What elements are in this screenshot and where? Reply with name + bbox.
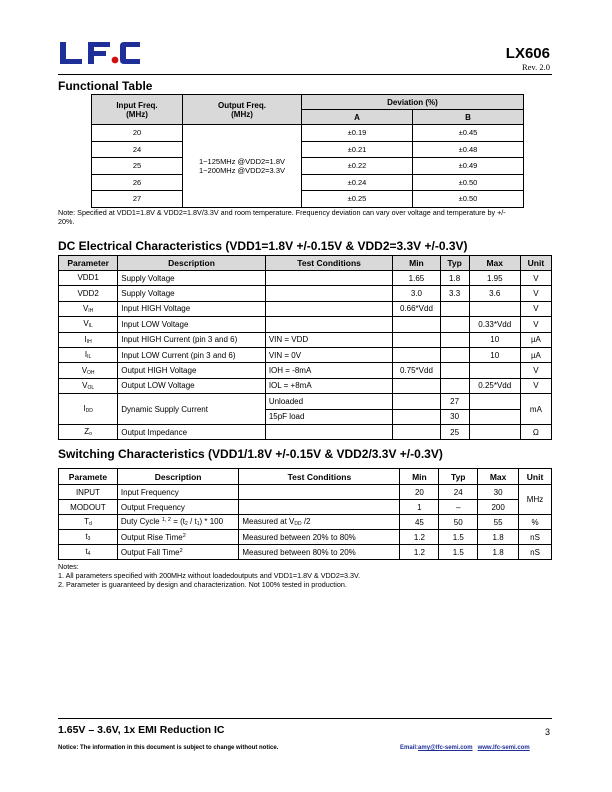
deviation-a-header: A [302,110,413,125]
footer-divider [58,718,552,719]
table-row: $I_{IL}$ Input LOW Current (pin 3 and 6) VIN = 0V 10 µA [59,347,552,362]
output-freq-header: Output Freq. (MHz) [183,95,302,125]
table-row: MODOUT Output Frequency 1 – 200 [59,500,552,515]
header-divider [58,74,552,75]
table-row: VDD2 Supply Voltage 3.0 3.3 3.6 V [59,286,552,301]
functional-table [91,94,524,208]
part-number: LX606 [505,45,550,62]
footer-contact: Email:amy@lfc-semi.com www.lfc-semi.com [400,745,530,751]
deviation-b-header: B [412,110,523,125]
email-link[interactable]: amy@lfc-semi.com [418,745,473,751]
table-row: 27 ±0.25 ±0.50 [92,191,524,208]
table-row: 25 ±0.22 ±0.49 [92,158,524,175]
input-freq-header: Input Freq. (MHz) [92,95,183,125]
deviation-header: Deviation (%) [302,95,524,110]
table-row: $V_{IH}$ Input HIGH Voltage 0.66*Vdd V [59,301,552,316]
switching-characteristics-table: Paramete Description Test Conditions Min Typ Max Unit INPUT Input Frequency 20 24 30 MHz MODOUT Output Frequency 1 – 200 $T_d$ Duty Cycle $^{1, 2} = (t_2 / t_1) * 100$ Measured at $V_{DD}$ /2 45 50 55 % $t_3$ Output Rise Time$^2$ Measured between 20% to 80% 1.2 1.5 1.8 nS $t_4$ Output Fall Time$^2$ Measured between 80% to 20% 1.2 1.5 1.8 nS [58,468,552,560]
lfc-logo [58,40,142,66]
table-row: $V_{OH}$ Output HIGH Voltage IOH = -8mA 0.75*Vdd V [59,363,552,378]
table-row: VDD1 Supply Voltage 1.65 1.8 1.95 V [59,271,552,286]
table-row: $V_{OL}$ Output LOW Voltage IOL = +8mA 0.25*Vdd V [59,378,552,393]
dc-table-title: DC Electrical Characteristics (VDD1=1.8V +/-0.15V & VDD2=3.3V +/-0.3V) [58,239,468,253]
table-row: 15pF load 30 [59,409,552,424]
switching-notes: Notes: 1. All parameters specified with 200MHz without loadedoutputs and VDD1=1.8V & VDD2=3.3V. 2. Parameter is guaranteed by design and characterization. Not 100% tested in production. [58,562,361,589]
table-row: $V_{IL}$ Input LOW Voltage 0.33*Vdd V [59,317,552,332]
table-row: $I_{DD}$ Dynamic Supply Current Unloaded 27 mA [59,394,552,409]
table-row: 24 ±0.21 ±0.48 [92,141,524,158]
page-number: 3 [544,727,550,737]
footer-title: 1.65V – 3.6V, 1x EMI Reduction IC [58,724,225,736]
switching-table-title: Switching Characteristics (VDD1/1.8V +/-0.15V & VDD2/3.3V +/-0.3V) [58,447,443,461]
website-link[interactable]: www.lfc-semi.com [477,745,530,751]
table-row: $T_d$ Duty Cycle $^{1, 2} = (t_2 / t_1) * 100$ Measured at $V_{DD}$ /2 45 50 55 % [59,515,552,530]
footer-notice: Notice: The information in this document is subject to change without notice. [58,745,279,751]
table-row: $I_{IH}$ Input HIGH Current (pin 3 and 6) VIN = VDD 10 µA [59,332,552,347]
table-row: INPUT Input Frequency 20 24 30 MHz [59,485,552,500]
table-row: 20 1~125MHz @VDD2=1.8V 1~200MHz @VDD2=3.3V ±0.19 ±0.45 [92,125,524,142]
table-row: $t_4$ Output Fall Time$^2$ Measured between 80% to 20% 1.2 1.5 1.8 nS [59,545,552,560]
table-row: 26 ±0.24 ±0.50 [92,174,524,191]
output-freq-cell: 1~125MHz @VDD2=1.8V 1~200MHz @VDD2=3.3V [183,125,302,208]
functional-table-title: Functional Table [58,79,153,93]
dc-characteristics-table: Parameter Description Test Conditions Min Typ Max Unit VDD1 Supply Voltage 1.65 1.8 1.95 V VDD2 Supply Voltage 3.0 3.3 3.6 V $V_{IH}$ Input HIGH Voltage 0.66*Vdd V $V_{IL}$ Input LOW Voltage 0.33*Vdd V $I_{IH}$ Input HIGH Current (pin 3 and 6) VIN = VDD 10 µA $I_{IL}$ Input LOW Current (pin 3 and 6) VIN = 0V 10 µA $V_{OH}$ Output HIGH Voltage IOH = -8mA 0.75*Vdd V $V_{OL}$ Output LOW Voltage IOL = +8mA 0.25*Vdd V $I_{DD}$ Dynamic Supply Current Unloaded 27 mA 15pF load 30 $Z_o$ Output Impedance 25 Ω [58,255,552,440]
table-row: $t_3$ Output Rise Time$^2$ Measured between 20% to 80% 1.2 1.5 1.8 nS [59,530,552,545]
functional-table-note: Note: Specified at VDD1=1.8V & VDD2=1.8V/3.3V and room temperature. Frequency deviation can vary over voltage and temperature by +/- 20%. [58,208,506,226]
table-row: $Z_o$ Output Impedance 25 Ω [59,424,552,439]
revision: Rev. 2.0 [521,62,550,72]
